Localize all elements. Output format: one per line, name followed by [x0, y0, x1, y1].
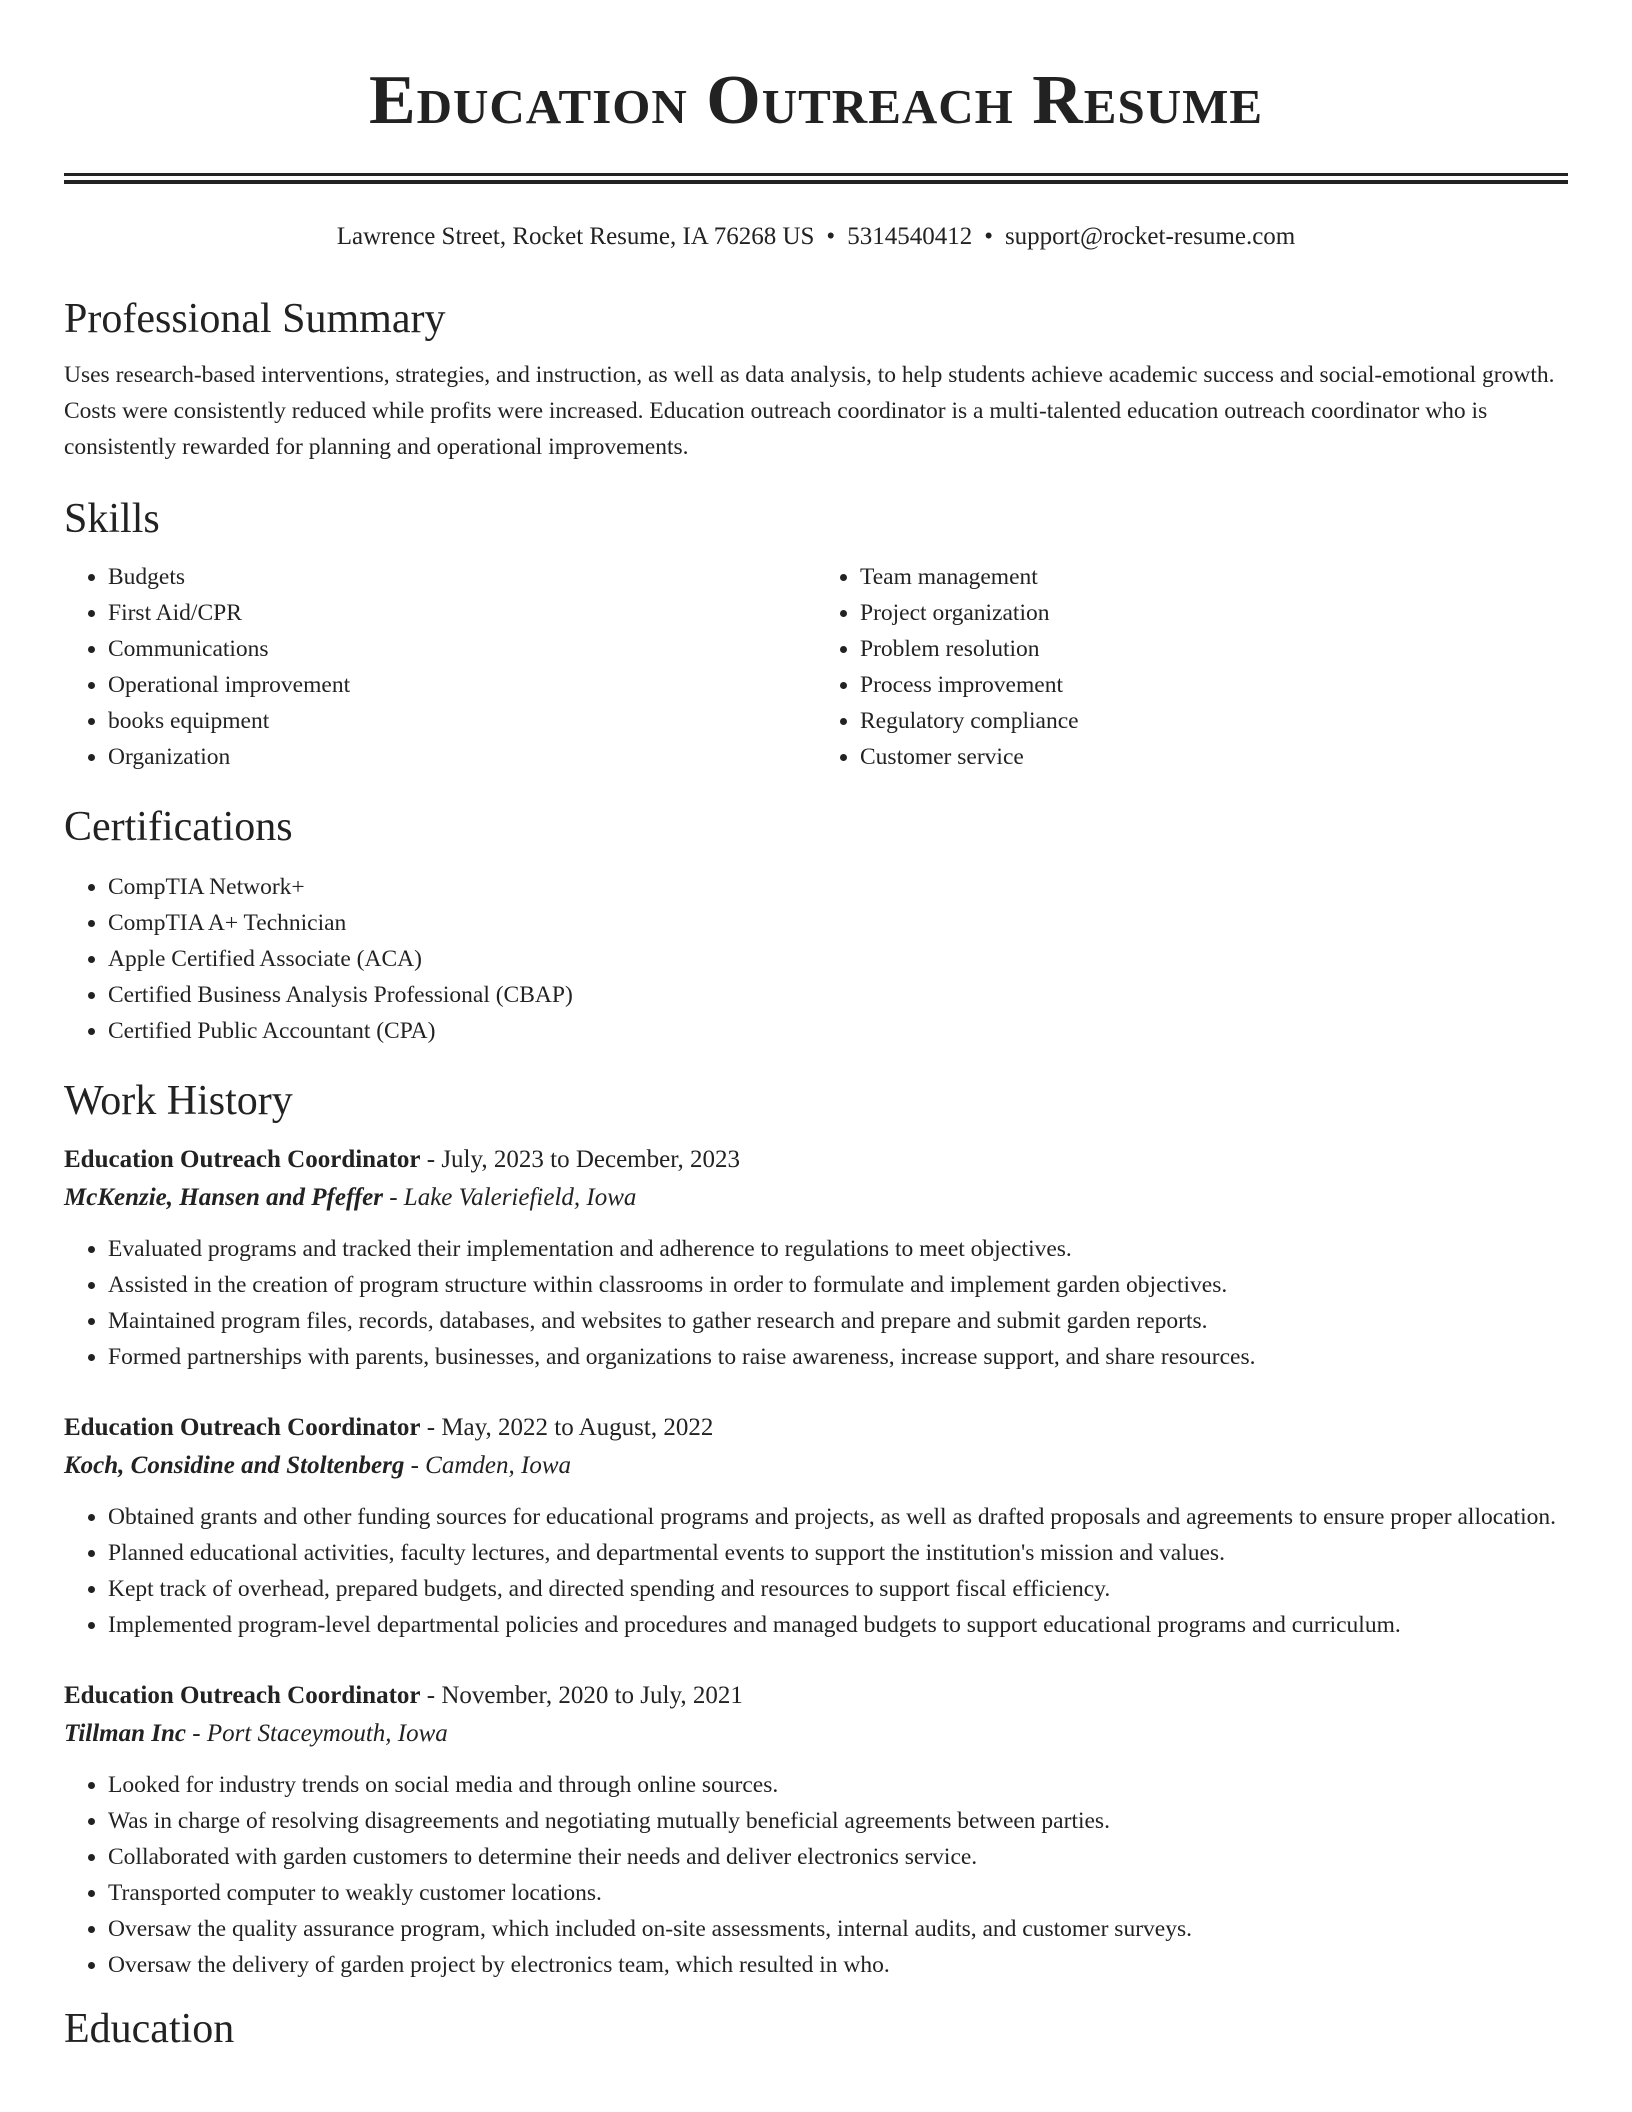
job-title: Education Outreach Coordinator — [64, 1146, 421, 1173]
job-location: - Lake Valeriefield, Iowa — [382, 1184, 637, 1211]
skills-list-left — [64, 559, 816, 775]
job-company: Tillman Inc — [64, 1720, 187, 1747]
job-title: Education Outreach Coordinator — [64, 1682, 421, 1709]
skill-item: • First Aid/CPR — [108, 595, 816, 631]
job-bullet: • Transported computer to weakly customer locations. — [108, 1875, 1568, 1911]
summary-text: Uses research-based interventions, strategies, and instruction, as well as data analysis, to help students achieve academic success and social-emotional growth. Costs were consistently reduced while profits were increased. Education outreach coordinator is a multi-talented education outreach coordinator who is consistently rewarded for planning and operational improvements. — [64, 362, 1555, 460]
skills-heading: Skills — [64, 496, 160, 542]
skill-item: • Communications — [108, 631, 816, 667]
job-bullet: • Obtained grants and other funding sources for educational programs and projects, as well as drafted proposals and agreements to ensure proper allocation. — [108, 1499, 1568, 1535]
skill-item: • Team management — [860, 559, 1568, 595]
skill-item: • Budgets — [108, 559, 816, 595]
job-bullets — [64, 1231, 1568, 1375]
job-dates: - May, 2022 to August, 2022 — [420, 1414, 714, 1441]
job-bullets — [64, 1767, 1568, 1983]
skill-item: • Project organization — [860, 595, 1568, 631]
title-divider — [64, 173, 1568, 184]
certification-item: • Certified Public Accountant (CPA) — [108, 1013, 1568, 1049]
job-bullet: • Planned educational activities, faculty lectures, and departmental events to support the institution's mission and values. — [108, 1535, 1568, 1571]
job-location: - Port Staceymouth, Iowa — [186, 1720, 448, 1747]
job-company-line — [64, 1715, 1568, 1753]
job-company: McKenzie, Hansen and Pfeffer — [64, 1184, 383, 1211]
job-bullet: • Oversaw the quality assurance program, which included on-site assessments, internal audits, and customer surveys. — [108, 1911, 1568, 1947]
job-entry — [64, 1141, 1568, 1375]
job-dates: - November, 2020 to July, 2021 — [420, 1682, 743, 1709]
certification-item: • CompTIA Network+ — [108, 869, 1568, 905]
contact-separator: • — [826, 223, 836, 250]
job-location: - Camden, Iowa — [404, 1452, 572, 1479]
job-entry — [64, 1677, 1568, 1983]
contact-separator: • — [984, 223, 993, 250]
education-heading: Education — [64, 2006, 235, 2052]
skill-item: • Process improvement — [860, 667, 1568, 703]
job-bullet: • Implemented program-level departmental policies and procedures and managed budgets to support educational programs and curriculum. — [108, 1607, 1568, 1643]
job-title: Education Outreach Coordinator — [64, 1414, 421, 1441]
job-header — [64, 1409, 1568, 1447]
certifications-list — [64, 869, 1568, 1049]
job-company-line — [64, 1179, 1568, 1217]
work-history-heading: Work History — [64, 1078, 293, 1124]
job-entry — [64, 1409, 1568, 1643]
job-header — [64, 1141, 1568, 1179]
job-bullet: • Oversaw the delivery of garden project by electronics team, which resulted in who. — [108, 1947, 1568, 1983]
skills-columns — [64, 559, 1568, 775]
job-bullet: • Assisted in the creation of program structure within classrooms in order to formulate and implement garden objectives. — [108, 1267, 1568, 1303]
job-bullet: • Formed partnerships with parents, businesses, and organizations to raise awareness, increase support, and share resources. — [108, 1339, 1568, 1375]
certification-item: • CompTIA A+ Technician — [108, 905, 1568, 941]
job-bullet: • Kept track of overhead, prepared budgets, and directed spending and resources to support fiscal efficiency. — [108, 1571, 1568, 1607]
skill-item: • Problem resolution — [860, 631, 1568, 667]
job-header — [64, 1677, 1568, 1715]
job-company-line — [64, 1447, 1568, 1485]
job-bullet: • Looked for industry trends on social media and through online sources. — [108, 1767, 1568, 1803]
skills-list-right — [816, 559, 1568, 775]
contact-phone[interactable]: 5314540412 — [847, 223, 973, 250]
job-dates: - July, 2023 to December, 2023 — [420, 1146, 741, 1173]
job-bullet: • Maintained program files, records, databases, and websites to gather research and prepare and submit garden reports. — [108, 1303, 1568, 1339]
summary-heading: Professional Summary — [64, 296, 446, 342]
job-bullet: • Evaluated programs and tracked their implementation and adherence to regulations to meet objectives. — [108, 1231, 1568, 1267]
skill-item: • Customer service — [860, 739, 1568, 775]
certifications-heading: Certifications — [64, 804, 293, 850]
skill-item: • books equipment — [108, 703, 816, 739]
resume-page — [64, 0, 1568, 2055]
job-bullet: • Collaborated with garden customers to determine their needs and deliver electronics service. — [108, 1839, 1568, 1875]
job-company: Koch, Considine and Stoltenberg — [64, 1452, 405, 1479]
contact-email[interactable]: support@rocket-resume.com — [1004, 223, 1296, 250]
certification-item: • Certified Business Analysis Professional (CBAP) — [108, 977, 1568, 1013]
certification-item: • Apple Certified Associate (ACA) — [108, 941, 1568, 977]
skill-item: • Regulatory compliance — [860, 703, 1568, 739]
resume-title: Education Outreach Resume — [368, 62, 1264, 139]
contact-line — [64, 221, 1568, 253]
job-bullets — [64, 1499, 1568, 1643]
contact-address: Lawrence Street, Rocket Resume, IA 76268 US — [336, 223, 815, 250]
skill-item: • Organization — [108, 739, 816, 775]
skill-item: • Operational improvement — [108, 667, 816, 703]
job-bullet: • Was in charge of resolving disagreements and negotiating mutually beneficial agreements between parties. — [108, 1803, 1568, 1839]
